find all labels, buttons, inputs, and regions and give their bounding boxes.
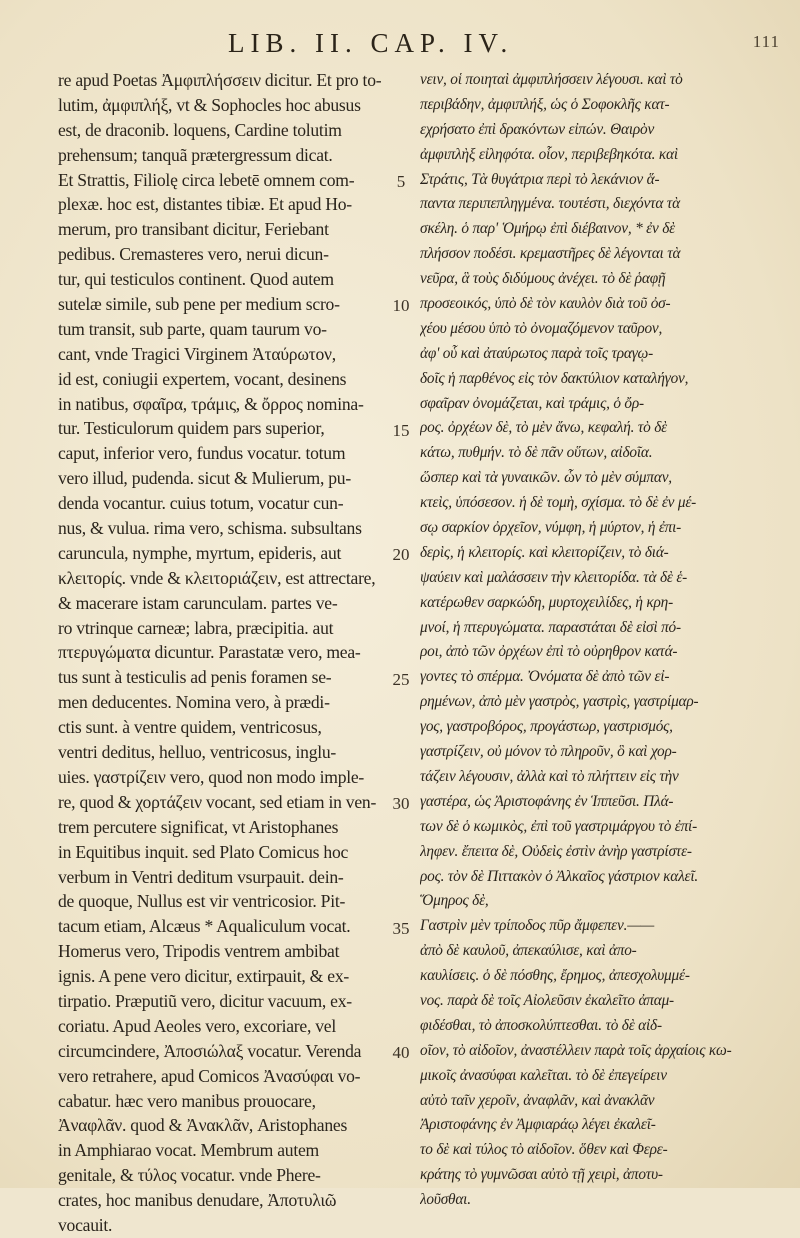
greek-text-line: καυλίσεις. ὁ δὲ πόσθης, ἔρημος, ἀπεσχολυμμέ- <box>420 967 690 985</box>
greek-text-line: σφαῖραν ὀνομάζεται, καὶ τράμις, ὁ ὄρ- <box>420 394 644 412</box>
greek-text-line: σκέλη. ὁ παρ' Ὁμήρῳ ἐπὶ διέβαινον, * ἐν δὲ <box>420 220 675 238</box>
latin-text-line: Homerus vero, Tripodis ventrem ambibat <box>58 941 340 962</box>
latin-text-line: trem percutere significat, vt Aristophanes <box>58 816 339 837</box>
latin-text-line: prehensum; tanquã prætergressum dicat. <box>58 144 333 165</box>
latin-text-line: denda vocantur. cuius totum, vocatur cun- <box>58 493 344 514</box>
line-number: 35 <box>392 918 410 938</box>
greek-text-line: Στράτις, Τὰ θυγάτρια περὶ τὸ λεκάνιον ἅ- <box>420 170 660 188</box>
latin-text-line: lutim, ἀμφιπλήξ, vt & Sophocles hoc abusus <box>58 94 361 115</box>
line-number: 20 <box>392 545 410 565</box>
greek-text-line: Ἀριστοφάνης ἐν Ἀμφιαράῳ λέγει ἐκαλεῖ- <box>420 1116 656 1134</box>
latin-text-line: Et Strattis, Filiolę circa lebetē omnem com- <box>58 169 355 190</box>
folio-number: 111 <box>752 32 780 51</box>
latin-text-line: ventri deditus, helluo, ventricosus, inglu- <box>58 742 337 763</box>
greek-text-line: ρος. τὸν δὲ Πιττακὸν ὁ Ἀλκαῖος γάστριον καλεῖ. <box>420 867 698 885</box>
greek-text-line: των δὲ ὁ κωμικὸς, ἐπὶ τοῦ γαστριμάργου τὸ ἐπί- <box>420 817 697 835</box>
latin-column <box>58 68 388 1238</box>
greek-text-line: γαστέρα, ὡς Ἀριστοφάνης ἐν Ἱππεῦσι. Πλά- <box>420 792 674 810</box>
greek-text-line: γαστρίζειν, οὐ μόνον τὸ πληροῦν, ὃ καὶ χορ- <box>420 743 677 761</box>
greek-text-line: ἀπὸ δὲ καυλοῦ, ἀπεκαύλισε, καὶ ἀπο- <box>420 942 637 960</box>
greek-text-line: κτεὶς, ὑπόσεσον. ἡ δὲ τομὴ, σχίσμα. τὸ δὲ ἐν μέ- <box>420 494 697 512</box>
greek-text-line: αὐτὸ ταῖν χεροῖν, ἀναφλᾶν, καὶ ἀνακλᾶν <box>420 1091 655 1109</box>
greek-text-line: φιδέσθαι, τὸ ἀποσκολύπτεσθαι. τὸ δὲ αἰδ- <box>420 1016 662 1034</box>
greek-text-line: ἀμφιπλὴξ εἰληφότα. οἷον, περιβεβηκότα. καὶ <box>420 145 678 163</box>
latin-text-line: & macerare istam carunculam. partes ve- <box>58 592 338 613</box>
latin-text-line: tirpatio. Præputiũ vero, dicitur vacuum, ex- <box>58 990 352 1011</box>
latin-text-line: Ἀναφλᾶν. quod & Ἀνακλᾶν, Aristophanes <box>58 1115 348 1136</box>
greek-text-line: ἀφ' οὗ καὶ ἀταύρωτος παρὰ τοῖς τραγῳ- <box>420 344 654 362</box>
greek-text-line: ροι, ἀπὸ τῶν ὀρχέων ἐπὶ τὸ οὐρηθρον κατά- <box>420 643 678 661</box>
greek-text-line: κράτης τὸ γυμνῶσαι αὐτὸ τῇ χειρὶ, ἀποτυ- <box>420 1166 663 1184</box>
latin-text-line: caput, inferior vero, fundus vocatur. totum <box>58 443 346 464</box>
latin-text-line: cant, vnde Tragici Virginem Ἀταύρωτον, <box>58 343 336 364</box>
latin-text-line: vero retrahere, apud Comicos Ἀνασύφαι vo- <box>58 1065 361 1086</box>
greek-text-line: ὥσπερ καὶ τὰ γυναικῶν. ὧν τὸ μὲν σύμπαν, <box>420 469 672 487</box>
greek-text-line: προσεοικός, ὑπὸ δὲ τὸν καυλὸν διὰ τοῦ ὀσ- <box>420 295 671 313</box>
latin-text-line: tacum etiam, Alcæus * Aqualiculum vocat. <box>58 916 351 937</box>
latin-text-line: vero illud, pudenda. sicut & Mulierum, pu- <box>58 468 351 489</box>
latin-text-line: πτερυγώματα dicuntur. Parastatæ vero, mea- <box>58 642 361 663</box>
greek-column <box>420 68 790 1213</box>
latin-text-line: ro vtrinque carneæ; labra, præcipitia. aut <box>58 617 334 638</box>
greek-text-line: τάζειν λέγουσιν, ἀλλὰ καὶ τὸ πλήττειν εἰς τὴν <box>420 767 679 785</box>
greek-text-line: οῖον, τὸ αἰδοῖον, ἀναστέλλειν παρὰ τοῖς ἀρχαίοις κω- <box>420 1041 732 1059</box>
greek-text-line: πλήσσον ποδέσι. κρεμαστῆρες δὲ λέγονται τὰ <box>420 245 681 263</box>
greek-text-line: νος. παρὰ δὲ τοῖς Αἰολεῦσιν ἐκαλεῖτο ἀπαμ- <box>420 991 674 1009</box>
line-number: 15 <box>392 420 410 440</box>
greek-text-line: χέου μέσου ὑπὸ τὸ ὀνομαζόμενον ταῦρον, <box>420 319 663 337</box>
latin-text-line: nus, & vulua. rima vero, schisma. subsultans <box>58 518 362 539</box>
line-number: 40 <box>392 1043 410 1063</box>
greek-text-line: μικοῖς ἀνασύφαι καλεῖται. τὸ δὲ ἐπεγείρειν <box>420 1066 667 1084</box>
greek-text-line: γοντες τὸ σπέρμα. Ὀνόματα δὲ ἀπὸ τῶν εἰ- <box>420 668 670 686</box>
greek-text-line: εχρήσατο ἐπὶ δρακόντων εἰπών. Θαιρὸν <box>420 120 655 138</box>
greek-text-line: νειν, οἱ ποιηταὶ ἀμφιπλήσσειν λέγουσι. καὶ τὸ <box>420 71 683 88</box>
greek-text-line: ρημένων, ἀπὸ μὲν γαστρὸς, γαστρὶς, γαστρίμαρ- <box>420 693 699 711</box>
latin-text-line: in natibus, σφαῖρα, τράμις, & ὄρρος nomina- <box>58 393 364 414</box>
bleed-through-text <box>320 1066 580 1086</box>
greek-text-line: κάτω, πυθμήν. τὸ δὲ πᾶν οὕτων, αἰδοῖα. <box>420 444 653 462</box>
latin-text-line: de quoque, Nullus est vir ventricosior. Pit- <box>58 891 346 912</box>
page-header <box>0 28 800 62</box>
greek-text-line: δερὶς, ἡ κλειτορίς. καὶ κλειτορίζειν, τὸ διά- <box>420 543 669 561</box>
latin-text-line: vocauit. <box>58 1214 113 1235</box>
latin-text-line: re apud Poetas Ἀμφιπλήσσειν dicitur. Et pro to- <box>58 70 382 90</box>
latin-text-line: ignis. A pene vero dicitur, extirpauit, & ex- <box>58 966 349 987</box>
latin-text-line: tur, qui testiculos continent. Quod autem <box>58 269 334 290</box>
line-number: 10 <box>392 296 410 316</box>
greek-text-line: λοῦσθαι. <box>420 1191 471 1209</box>
greek-text-line: δοῖς ἡ παρθένος εἰς τὸν δακτύλιον καταλήγον, <box>420 369 689 387</box>
greek-text-line: ληφεν. ἔπειτα δὲ, Οὐδεὶς ἐστὶν ἀνὴρ γαστρίστε- <box>420 842 692 860</box>
latin-text-line: re, quod & χορτάζειν vocant, sed etiam in ven- <box>58 791 377 812</box>
latin-text-line: men deducentes. Nomina vero, à prædi- <box>58 692 330 713</box>
latin-text-line: merum, pro transibant dicitur, Feriebant <box>58 219 329 240</box>
greek-text-line: ψαύειν καὶ μαλάσσειν τὴν κλειτορίδα. τὰ δὲ ἑ- <box>420 568 688 586</box>
latin-text-line: genitale, & τύλος vocatur. vnde Phere- <box>58 1165 321 1186</box>
greek-text-line: γος, γαστροβόρος, προγάστωρ, γαστρισμός, <box>420 718 673 736</box>
latin-text-line: crates, hoc manibus denudare, Ἀποτυλιῶ <box>58 1190 337 1211</box>
latin-text-line: tur. Testiculorum quidem pars superior, <box>58 418 325 439</box>
latin-text-line: circumcindere, Ἀποσιώλαξ vocatur. Verenda <box>58 1040 362 1061</box>
latin-text-line: cabatur. hæc vero manibus prouocare, <box>58 1090 316 1111</box>
greek-text-line: Ὅμηρος δὲ, <box>420 892 489 910</box>
latin-text-line: est, de draconib. loquens, Cardine tolutim <box>58 119 342 140</box>
latin-text-line: tum transit, sub parte, quam taurum vo- <box>58 318 327 339</box>
latin-text-line: in Equitibus inquit. sed Plato Comicus hoc <box>58 841 349 862</box>
latin-text-line: sutelæ simile, sub pene per medium scro- <box>58 294 340 315</box>
greek-text-line: παντα περιπεπληγμένα. τουτέστι, διεχόντα τὰ <box>420 195 680 213</box>
line-number: 25 <box>392 669 410 689</box>
greek-text-line: σῳ σαρκίον ὀρχεῖον, νύμφη, ἡ μύρτον, ἡ ἐπι- <box>420 519 682 537</box>
greek-text-line: περιβάδην, ἀμφιπλήξ, ὡς ὁ Σοφοκλῆς κατ- <box>420 95 670 113</box>
latin-text-line: coriatu. Apud Aeoles vero, excoriare, vel <box>58 1015 336 1036</box>
greek-text-line: το δὲ καὶ τύλος τὸ αἰδοῖον. ὅθεν καὶ Φερε- <box>420 1141 668 1159</box>
greek-text-line: ρος. ὀρχέων δὲ, τὸ μὲν ἄνω, κεφαλή. τὸ δὲ <box>420 419 667 437</box>
latin-text-line: κλειτορίς. vnde & κλειτοριάζειν, est attrectare, <box>58 567 376 588</box>
latin-text-line: id est, coniugii expertem, vocant, desinens <box>58 368 347 389</box>
latin-text-line: in Amphiarao vocat. Membrum autem <box>58 1140 319 1161</box>
greek-text-line: κατέρωθεν σαρκώδη, μυρτοχειλίδες, ἡ κρη- <box>420 593 673 611</box>
greek-text-line: μνοί, ἡ πτερυγώματα. παραστάται δὲ εἰσὶ πό- <box>420 618 681 636</box>
greek-text-line: Γαστρὶν μὲν τρίποδος πῦρ ἄμφεπεν.—— <box>420 917 655 935</box>
line-number: 30 <box>392 794 410 814</box>
latin-text-line: ctis sunt. à ventre quidem, ventricosus, <box>58 717 322 738</box>
latin-text-line: verbum in Ventri deditum vsurpauit. dein- <box>58 866 344 887</box>
line-number: 5 <box>396 171 406 191</box>
latin-text-line: pedibus. Cremasteres vero, nerui dicun- <box>58 244 329 265</box>
greek-text-line: νεῦρα, ἃ τοὺς διδύμους ἀνέχει. τὸ δὲ ῥαφῇ <box>420 270 666 288</box>
latin-text-line: plexæ. hoc est, distantes tibiæ. Et apud Ho- <box>58 194 352 215</box>
latin-text-line: caruncula, nymphe, myrtum, epideris, aut <box>58 542 342 563</box>
latin-text-line: tus sunt à testiculis ad penis foramen se- <box>58 667 332 688</box>
latin-text-line: uies. γαστρίζειν vero, quod non modo imple- <box>58 766 365 787</box>
running-head: LIB. II. CAP. IV. <box>228 28 514 58</box>
